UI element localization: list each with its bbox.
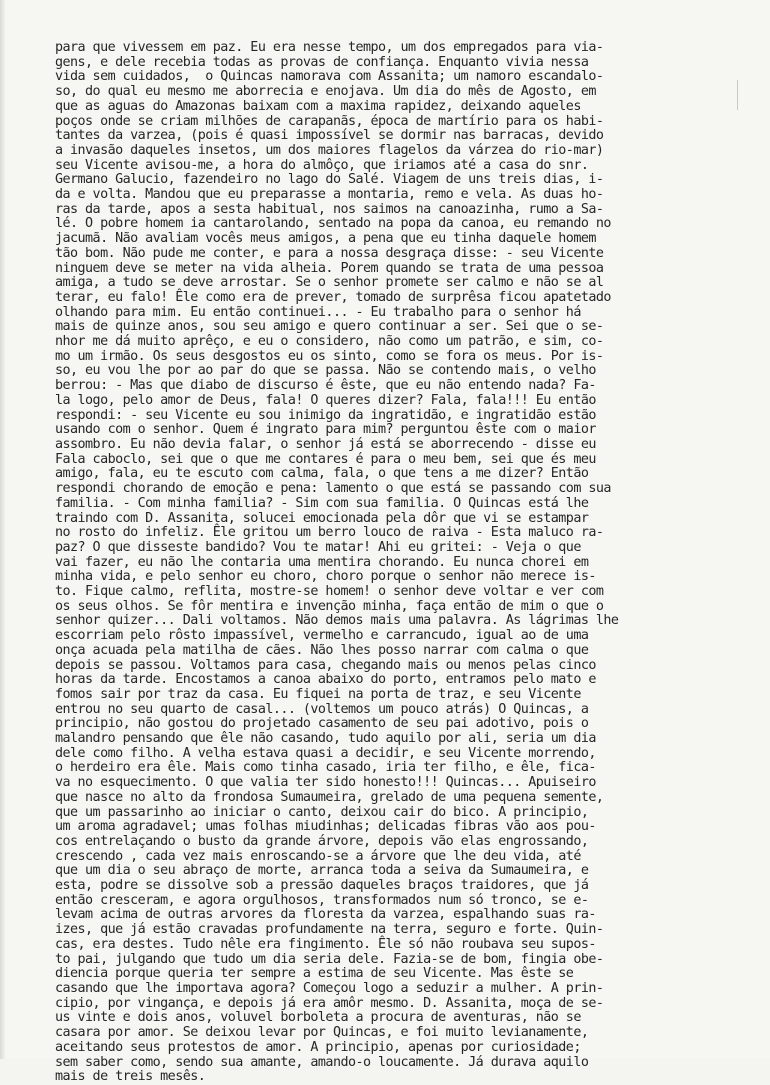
text-line: so, do qual eu mesmo me aborrecia e enojava. Um dia do mês de Agosto, em: [55, 84, 596, 100]
text-line: para que vivessem em paz. Eu era nesse tempo, um dos empregados para via-: [55, 40, 604, 55]
text-line: mais de treis mesês.: [55, 1069, 206, 1085]
text-line: sem saber como, sendo sua amante, amando-o loucamente. Já durava aquilo: [55, 1054, 589, 1070]
page-edge-shadow: [0, 0, 6, 1059]
text-line: terar, eu falo! Êle como era de prever, tomado de surprêsa ficou apatetado: [55, 289, 611, 305]
text-line: Germano Galucio, fazendeiro no lago do Salé. Viagem de uns treis dias, i-: [55, 172, 604, 188]
text-line: familia. - Com minha familia? - Sim com sua familia. O Quincas está lhe: [55, 495, 589, 511]
text-line: a invasão daqueles insetos, um dos maiores flagelos da várzea do rio-mar): [55, 142, 604, 158]
text-line: nhor me dá muito aprêço, e eu o considero, não como um patrão, e sim, co-: [55, 334, 604, 350]
text-line: um aroma agradavel; umas folhas miudinhas; delicadas fibras vão aos pou-: [55, 819, 596, 835]
text-line: vida sem cuidados, o Quincas namorava com Assanita; um namoro escandalo-: [55, 69, 604, 85]
text-line: respondi: - seu Vicente eu sou inimigo da ingratidão, e ingratidão estão: [55, 407, 596, 423]
text-line: berrou: - Mas que diabo de discurso é êste, que eu não entendo nada? Fa-: [55, 378, 596, 394]
text-line: da e volta. Mandou que eu preparasse a montaria, remo e vela. As duas ho-: [55, 187, 604, 203]
text-line: amiga, a tudo se deve arrostar. Se o senhor promete ser calmo e não se al: [55, 275, 604, 291]
text-line: cas, era destes. Tudo nêle era fingimento. Êle só não roubava seu supos-: [55, 936, 596, 952]
text-line: casando que lhe importava agora? Começou logo a seduzir a mulher. A prin-: [55, 981, 604, 996]
text-line: que as aguas do Amazonas baixam com a maxima rapidez, deixando aqueles: [55, 98, 581, 114]
text-line: assombro. Eu não devia falar, o senhor já está se aborrecendo - disse eu: [55, 436, 596, 452]
text-line: lé. O pobre homem ia cantarolando, sentado na popa da canoa, eu remando no: [55, 216, 611, 232]
text-line: paz? O que disseste bandido? Vou te matar! Ahi eu gritei: - Veja o que: [55, 539, 581, 555]
text-line: horas da tarde. Encostamos a canoa abaixo do porto, entramos pelo mato e: [55, 672, 596, 688]
text-line: então cresceram, e agora orgulhosos, transformados num só tronco, se e-: [55, 892, 589, 908]
text-line: que um passarinho ao iniciar o canto, deixou cair do bico. A principio,: [55, 804, 589, 820]
text-line: seu Vicente avisou-me, a hora do almôço, que iriamos até a casa do snr.: [55, 157, 589, 173]
text-line: o herdeiro era êle. Mais como tinha casado, iria ter filho, e êle, fica-: [55, 760, 596, 776]
text-line: ninguem deve se meter na vida alheia. Porem quando se trata de uma pessoa: [55, 260, 604, 276]
text-line: traindo com D. Assanita, solucei emocionada pela dôr que vi se estampar: [55, 510, 589, 526]
text-line: depois se passou. Voltamos para casa, chegando mais ou menos pelas cinco: [55, 657, 596, 673]
text-line: tantes da varzea, (pois é quasi impossível se dormir nas barracas, devido: [55, 128, 604, 144]
text-line: to. Fique calmo, reflita, mostre-se homem! o senhor deve voltar e ver com: [55, 584, 604, 600]
text-line: gens, e dele recebia todas as provas de confiança. Enquanto vivia nessa: [55, 54, 589, 70]
text-line: la logo, pelo amor de Deus, fala! O queres dizer? Fala, fala!!! Eu então: [55, 392, 596, 408]
text-line: levam acima de outras arvores da floresta da varzea, espalhando suas ra-: [55, 907, 596, 923]
text-line: que um dia o seu abraço de morte, arranca toda a seiva da Sumaumeira, e: [55, 863, 589, 879]
text-line: us vinte e dois anos, voluvel borboleta a procura de aventuras, não se: [55, 1010, 581, 1026]
text-line: minha vida, e pelo senhor eu choro, choro porque o senhor não merece is-: [55, 569, 596, 585]
text-line: aceitando seus protestos de amor. A principio, apenas por curiosidade;: [55, 1039, 581, 1055]
text-line: to pai, julgando que tudo um dia seria dele. Fazia-se de bom, fingia obe-: [55, 951, 604, 967]
text-line: jacumã. Não avaliam vocês meus amigos, a pena que eu tinha daquele homem: [55, 231, 596, 247]
text-line: usando com o senhor. Quem é ingrato para mim? perguntou êste com o maior: [55, 422, 596, 438]
text-line: casara por amor. Se deixou levar por Quincas, e foi muito levianamente,: [55, 1025, 589, 1041]
text-line: va no esquecimento. O que valia ter sido honesto!!! Quincas... Apuiseiro: [55, 775, 596, 791]
text-line: senhor quizer... Dali voltamos. Não demos mais uma palavra. As lágrimas lhe: [55, 613, 619, 629]
text-line: so, eu vou lhe por ao par do que se passa. Não se contendo mais, o velho: [55, 363, 596, 379]
text-line: mo um irmão. Os seus desgostos eu os sinto, como se fora os meus. Por is-: [55, 348, 604, 364]
text-line: principio, não gostou do projetado casamento de seu pai adotivo, pois o: [55, 716, 589, 732]
text-line: mais de quinze anos, sou seu amigo e quero continuar a ser. Sei que o se-: [55, 319, 604, 335]
text-line: ras da tarde, apos a sesta habitual, nos saimos na canoazinha, rumo a Sa-: [55, 201, 604, 217]
text-line: tão bom. Não pude me conter, e para a nossa desgraça disse: - seu Vicente: [55, 245, 604, 261]
text-line: amigo, fala, eu te escuto com calma, fala, o que tens a me dizer? Então: [55, 466, 589, 482]
text-line: no rosto do infeliz. Êle gritou um berro louco de raiva - Esta maluco ra-: [55, 525, 604, 541]
text-line: fomos sair por traz da casa. Eu fiquei na porta de traz, e seu Vicente: [55, 686, 581, 702]
text-line: que nasce no alto da frondosa Sumaumeira, grelado de uma pequena semente,: [55, 789, 604, 805]
text-line: os seus olhos. Se fôr mentira e invenção minha, faça então de mim o que o: [55, 598, 604, 614]
text-line: esta, podre se dissolve sob a pressão daqueles braços traidores, que já: [55, 878, 589, 894]
text-line: vai fazer, eu não lhe contaria uma mentira chorando. Eu nunca chorei em: [55, 554, 589, 570]
text-line: onça acuada pela matilha de cães. Não lhes posso narrar com calma o que: [55, 642, 589, 658]
text-line: poços onde se criam milhões de carapanãs, época de martírio para os habi-: [55, 113, 604, 129]
text-line: respondi chorando de emoção e pena: lamento o que está se passando com sua: [55, 481, 611, 497]
text-line: escorriam pelo rôsto impassível, vermelho e carrancudo, igual ao de uma: [55, 628, 589, 644]
text-line: dele como filho. A velha estava quasi a decidir, e seu Vicente morrendo,: [55, 745, 596, 761]
text-line: entrou no seu quarto de casal... (voltemos um pouco atrás) O Quincas, a: [55, 701, 589, 717]
text-line: crescendo , cada vez mais enroscando-se a árvore que lhe deu vida, até: [55, 848, 581, 864]
text-line: malandro pensando que êle não casando, tudo aquilo por ali, seria um dia: [55, 731, 596, 747]
text-line: Fala caboclo, sei que o que me contares é para o meu bem, sei que és meu: [55, 451, 596, 467]
text-line: olhando para mim. Eu então continuei... - Eu trabalho para o senhor há: [55, 304, 581, 320]
text-line: izes, que já estão cravadas profundamente na terra, seguro e forte. Quin-: [55, 922, 604, 938]
text-line: cos entrelaçando o busto da grande árvore, depois vão elas engrossando,: [55, 833, 589, 849]
typewritten-text-block: [55, 41, 755, 1085]
text-line: cipio, por vingança, e depois já era amôr mesmo. D. Assanita, moça de se-: [55, 995, 604, 1011]
text-line: diencia porque queria ter sempre a estima de seu Vicente. Mas êste se: [55, 966, 574, 982]
